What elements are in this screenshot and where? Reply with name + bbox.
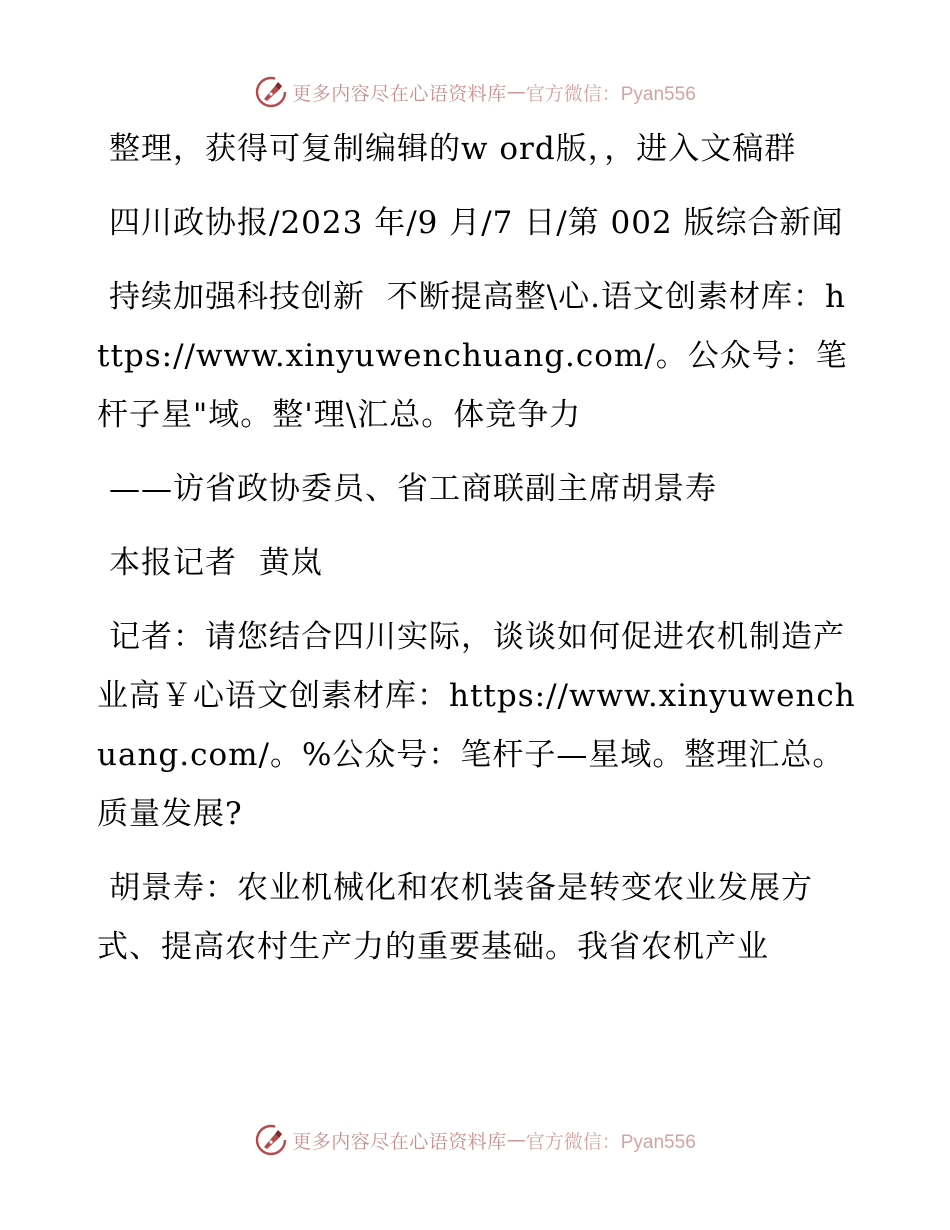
footer-slogan: 更多内容尽在心语资料库 xyxy=(292,1130,507,1153)
header-slogan: 更多内容尽在心语资料库 xyxy=(292,82,507,105)
footer-banner xyxy=(0,1120,950,1160)
paragraph-title: 持续加强科技创新 不断提高整\心.语文创素材库：https://www.xinyuwenchuang.com/。公众号：笔杆子星"域。整'理\汇总。体竞争力 xyxy=(97,279,848,433)
header-wechat: 官方微信：Pyan556 xyxy=(525,83,696,105)
header-separator: — xyxy=(506,81,526,103)
document-body xyxy=(97,120,857,992)
header-banner xyxy=(0,72,950,112)
paragraph-intro: 整理，获得可复制编辑的w ord版，，进入文稿群 xyxy=(109,131,797,167)
footer-separator: — xyxy=(506,1129,526,1151)
footer-wechat: 官方微信：Pyan556 xyxy=(525,1131,696,1153)
pen-nib-logo-icon xyxy=(254,75,288,109)
pen-nib-logo-icon xyxy=(254,1123,288,1157)
paragraph-source: 四川政协报/2023 年/9 月/7 日/第 002 版综合新闻 xyxy=(109,205,844,241)
paragraph-subtitle: ——访省政协委员、省工商联副主席胡景寿 xyxy=(109,471,717,507)
paragraph-question: 记者：请您结合四川实际，谈谈如何促进农机制造产业高￥心语文创素材库：https://www.xinyuwenchuang.com/。%公众号：笔杆子—星域。整理汇总。质量发展? xyxy=(97,619,856,832)
paragraph-answer: 胡景寿：农业机械化和农机装备是转变农业发展方式、提高农村生产力的重要基础。我省农机产业 xyxy=(97,870,813,965)
paragraph-byline: 本报记者 黄岚 xyxy=(109,545,323,581)
